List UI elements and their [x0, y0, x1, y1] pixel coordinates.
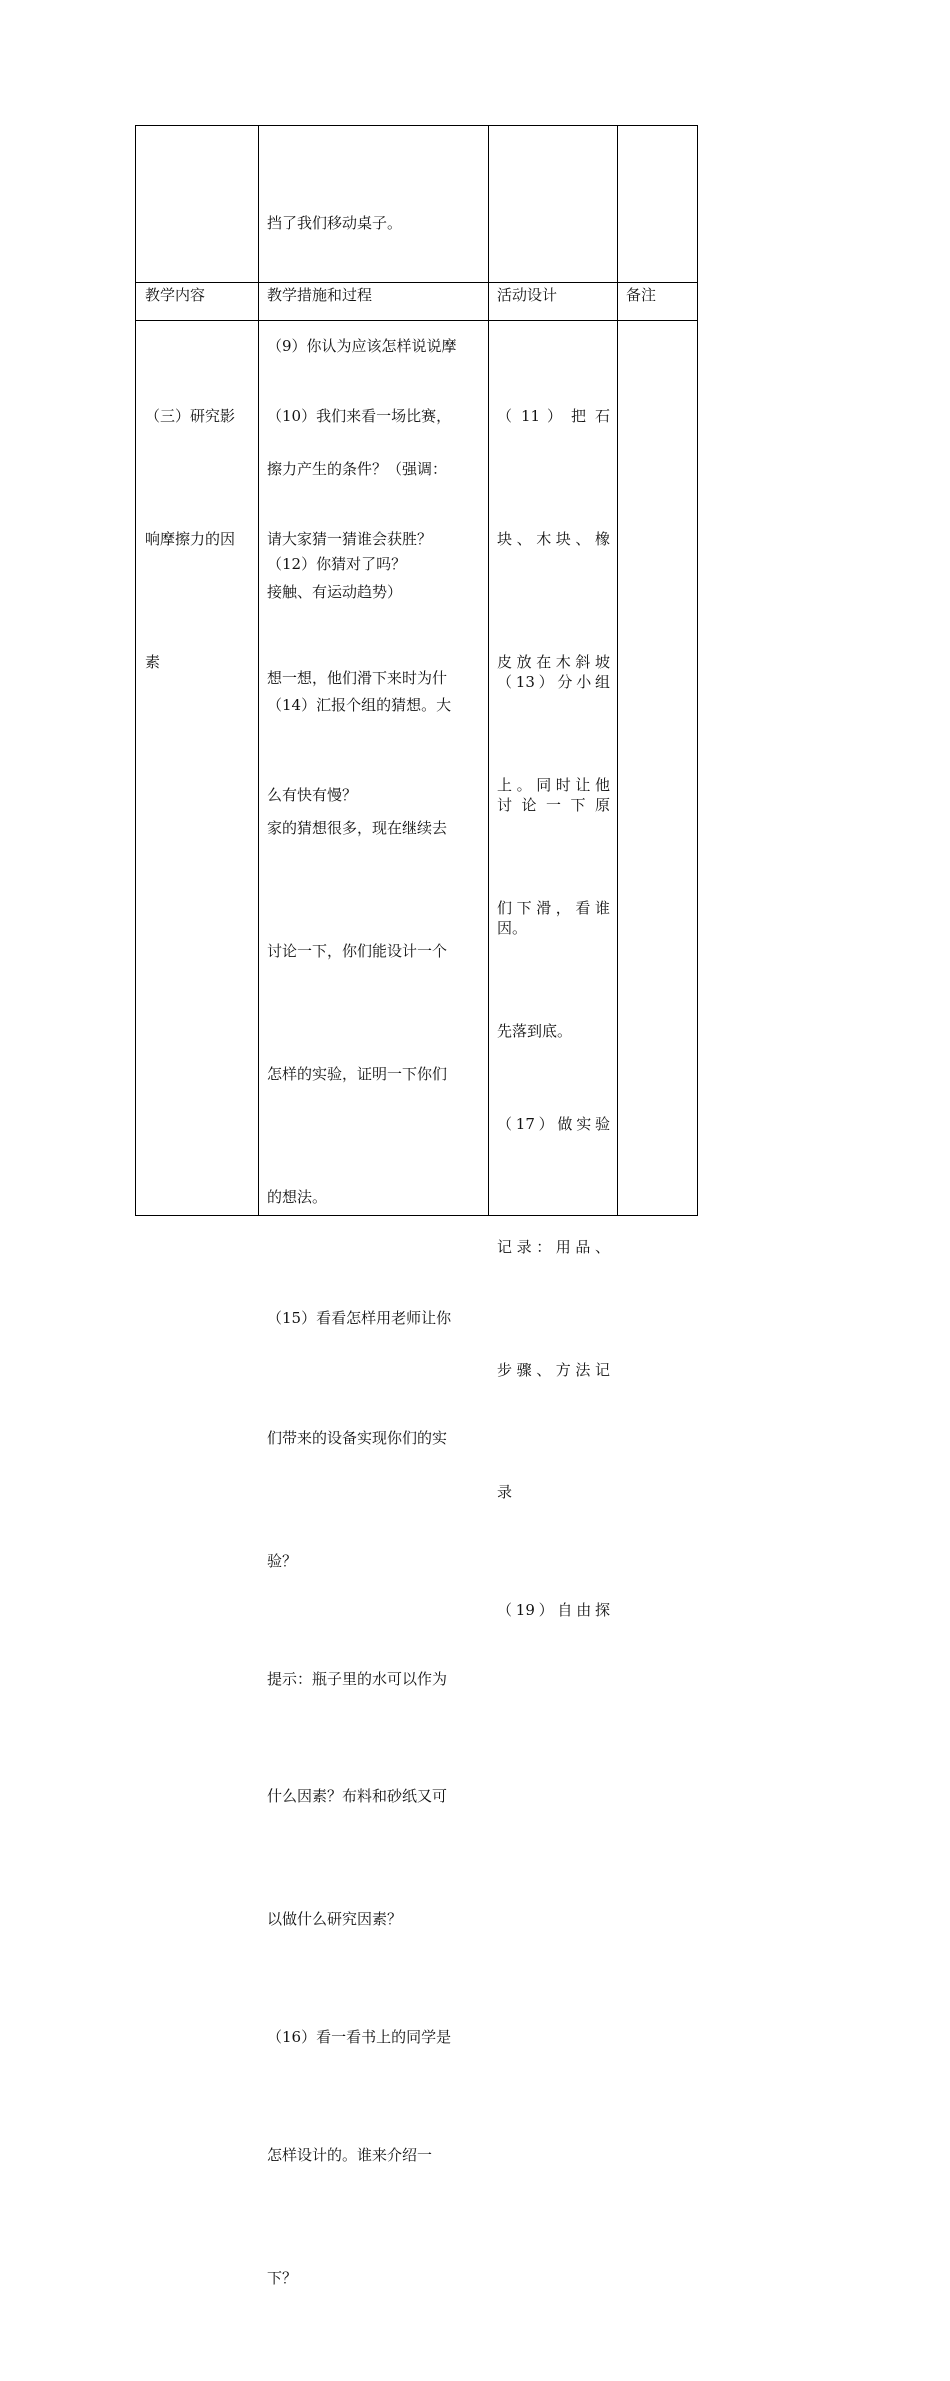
text-line: （15）看看怎样用老师让你: [267, 1309, 452, 1327]
text-line: 以做什么研究因素？: [267, 1910, 403, 1928]
header-content: 教学内容: [145, 286, 206, 304]
text-line: 请大家猜一猜谁会获胜？: [267, 530, 433, 548]
text-line: 什么因素？布料和砂纸又可: [267, 1787, 448, 1805]
text-line: （三）研究影: [145, 407, 236, 425]
column-divider: [488, 126, 489, 1215]
lesson-plan-table: [135, 125, 698, 2287]
column-divider: [258, 126, 259, 1215]
text-line: 讨论一下，你们能设计一个: [267, 942, 448, 960]
row3-measures-c: [267, 603, 482, 2381]
text-line: 擦力产生的条件？（强调：: [267, 460, 448, 478]
text-line: （ 11 ） 把 石: [497, 407, 610, 425]
text-line: 因。: [497, 919, 528, 937]
text-line: （13）分小组: [497, 673, 610, 691]
text-line: 记录：用品、: [497, 1238, 610, 1256]
text-line: （16）看一看书上的同学是: [267, 2028, 452, 2046]
text-line: 们下滑，看谁: [497, 899, 610, 917]
text-line: 挡了我们移动桌子。: [267, 214, 403, 232]
text-line: 想一想，他们滑下来时为什: [267, 669, 448, 687]
text-line: 步骤、方法记: [497, 1361, 610, 1379]
row3-activity-b: [497, 580, 610, 1031]
text-line: （9）你认为应该怎样说说摩: [267, 337, 457, 355]
text-line: （14）汇报个组的猜想。大: [267, 696, 452, 714]
text-line: 们带来的设备实现你们的实: [267, 1429, 448, 1447]
header-remarks: 备注: [626, 286, 657, 304]
text-line: 怎样的实验，证明一下你们: [267, 1065, 448, 1083]
text-line: （19）自由探: [497, 1601, 610, 1619]
text-line: 下？: [267, 2269, 298, 2287]
text-line: 响摩擦力的因: [145, 530, 236, 548]
text-line: 录: [497, 1483, 513, 1501]
text-line: 么有快有慢？: [267, 786, 358, 804]
header-measures: 教学措施和过程: [267, 286, 373, 304]
column-divider: [617, 126, 618, 1215]
text-line: 素: [145, 653, 161, 671]
text-line: （12）你猜对了吗？: [267, 555, 407, 573]
row3-content-cell: [145, 314, 253, 765]
text-line: 接触、有运动趋势）: [267, 583, 403, 601]
text-line: 上。同时让他: [497, 776, 610, 794]
text-line: 提示：瓶子里的水可以作为: [267, 1670, 448, 1688]
text-line: 验？: [267, 1552, 298, 1570]
text-line: （10）我们来看一场比赛，: [267, 407, 452, 425]
text-line: 先落到底。: [497, 1022, 573, 1040]
text-line: 的想法。: [267, 1188, 328, 1206]
header-activity: 活动设计: [497, 286, 558, 304]
text-line: （17）做实验: [497, 1115, 610, 1133]
row3-activity-c: [497, 1022, 610, 1709]
text-line: 皮放在木斜坡: [497, 653, 610, 671]
text-line: 怎样设计的。谁来介绍一: [267, 2146, 433, 2164]
text-line: 讨 论 一 下 原: [497, 796, 610, 814]
text-line: 家的猜想很多，现在继续去: [267, 819, 448, 837]
text-line: 块、木块、橡: [497, 530, 610, 548]
